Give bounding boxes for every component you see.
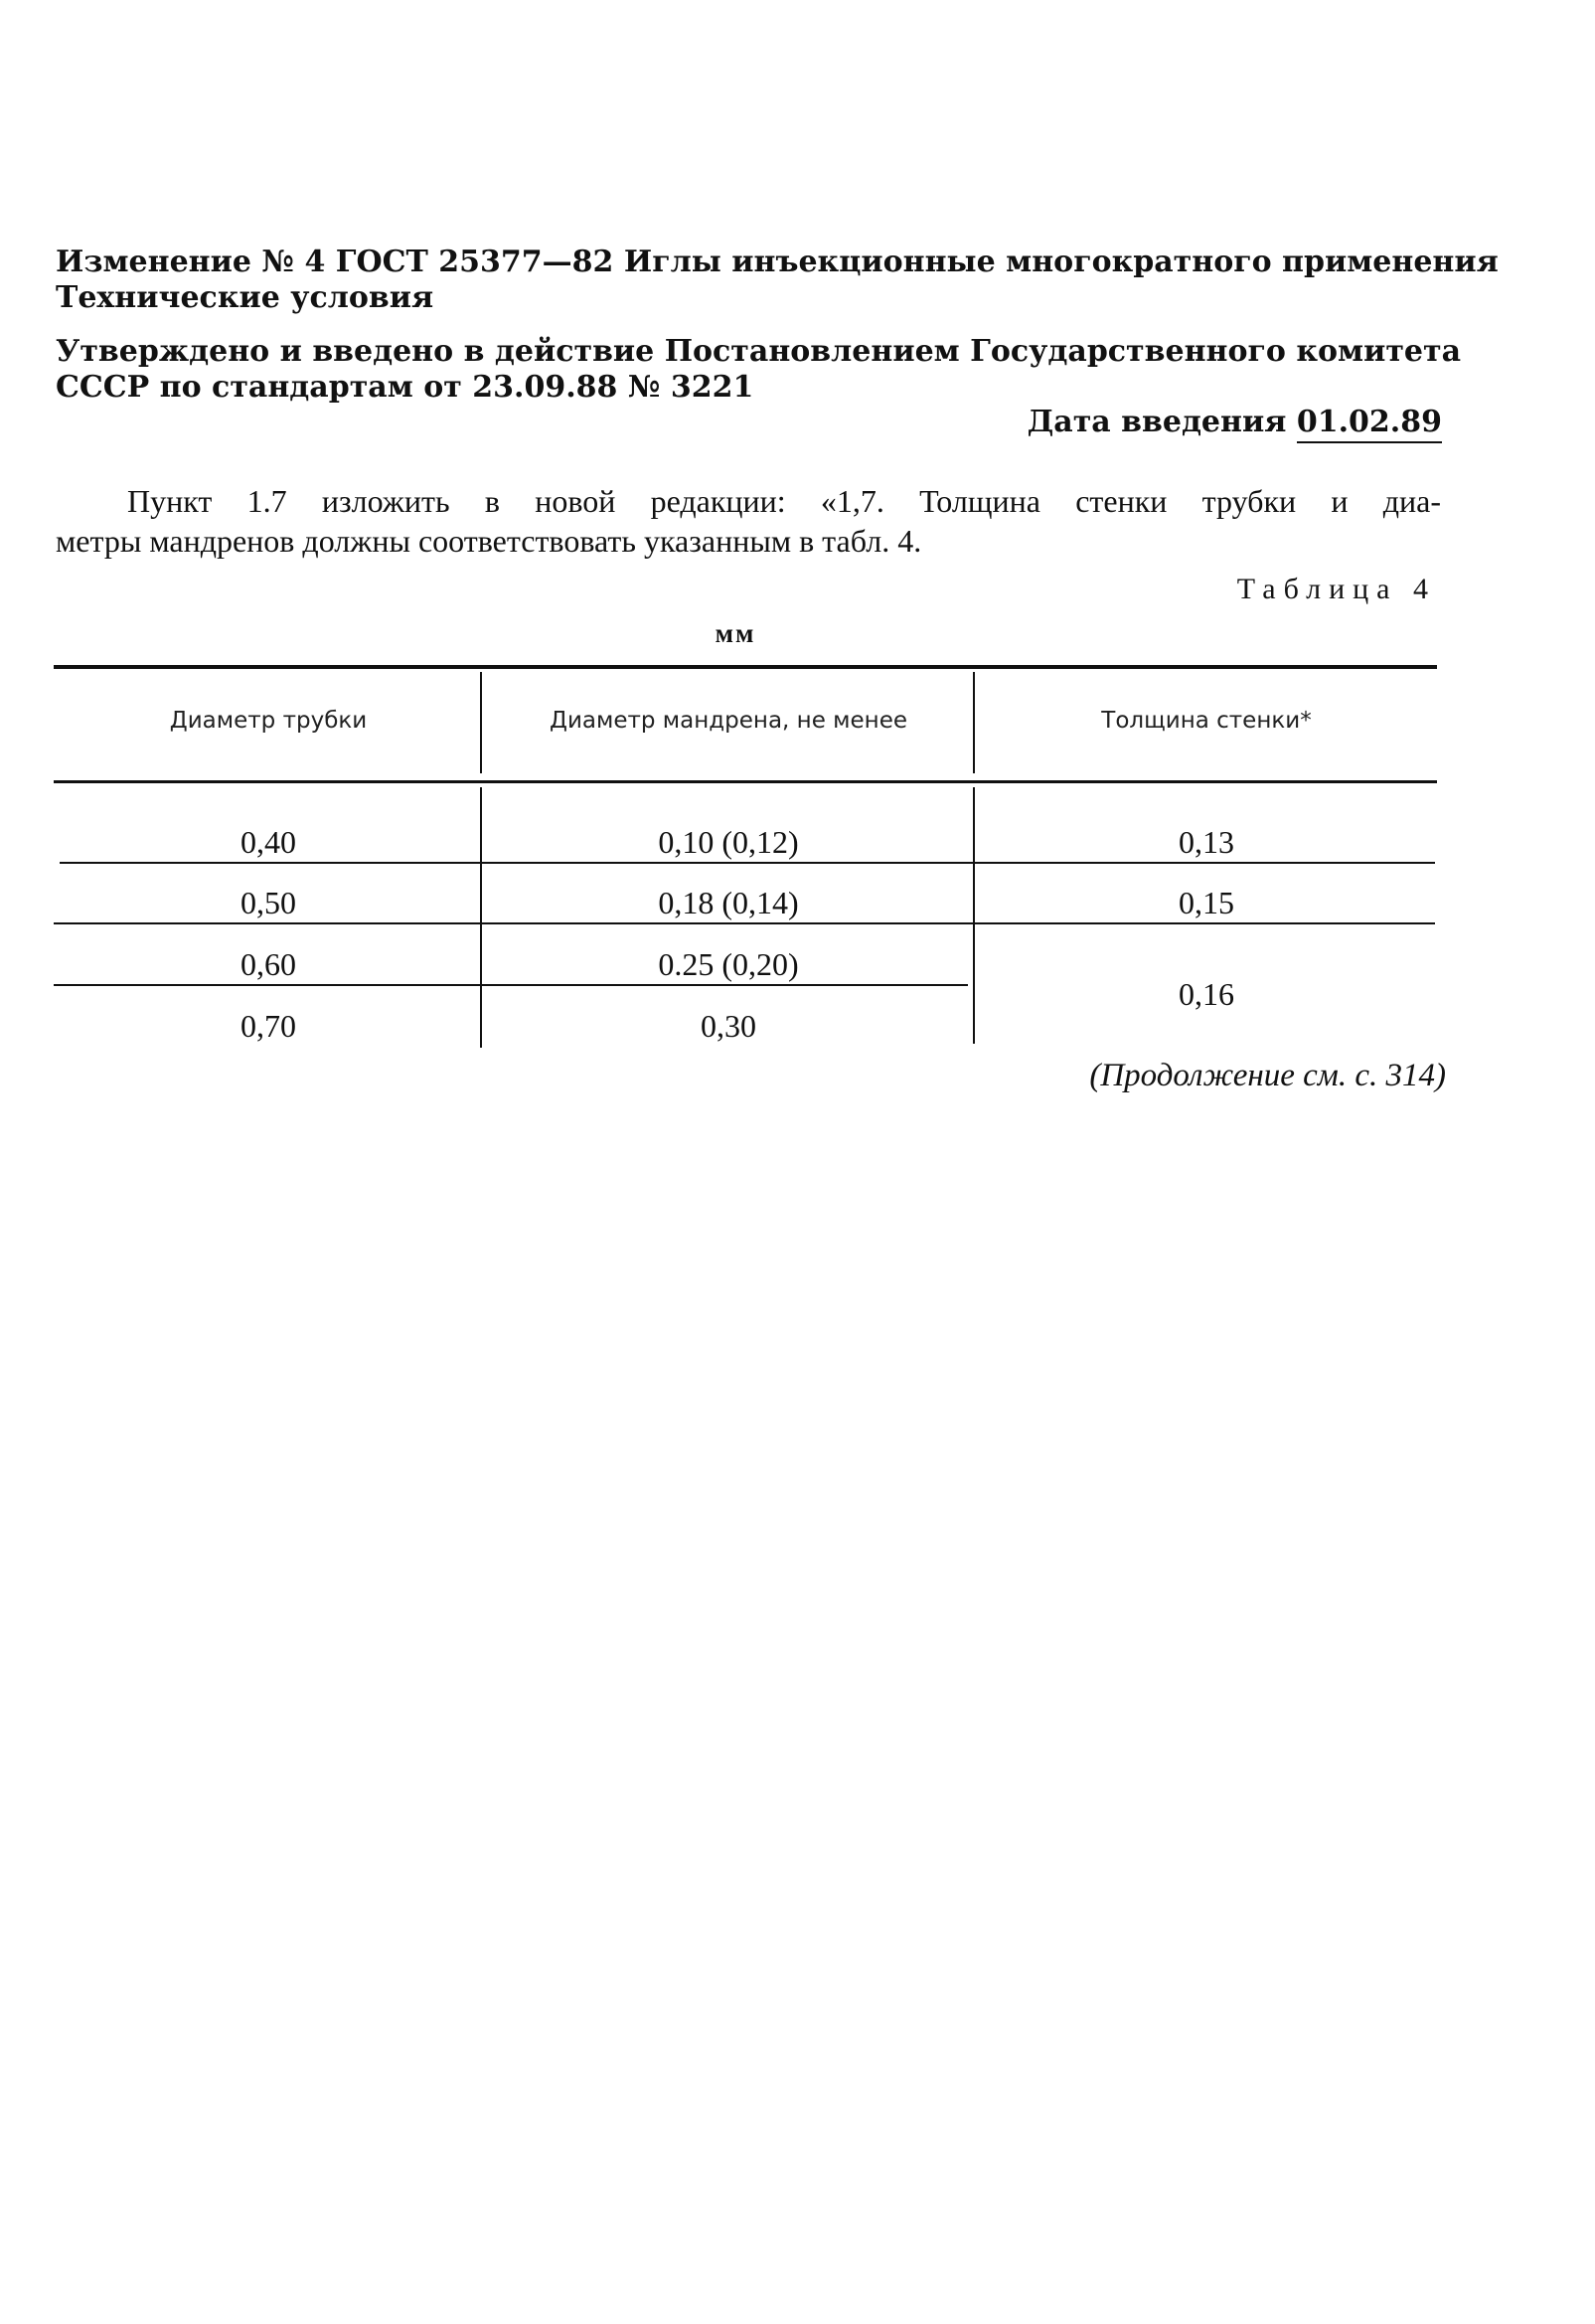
header-tube-diameter: Диаметр трубки <box>169 708 368 734</box>
continuation-note: (Продолжение см. с. 314) <box>1089 1058 1446 1093</box>
header-wall-thickness: Толщина стенки* <box>1101 708 1312 734</box>
header-mandrel-diameter: Диаметр мандрена, не менее <box>549 708 908 734</box>
effective-date-line <box>1028 405 1442 440</box>
change-subtitle: Технические условия <box>56 280 434 315</box>
header-bottom-rule <box>54 780 1437 783</box>
cell-mandrel-diameter: 0,10 (0,12) <box>658 824 799 860</box>
table-top-rule <box>54 665 1437 669</box>
row-rule <box>54 922 1435 924</box>
cell-tube-diameter: 0,50 <box>240 885 296 920</box>
table-caption: Таблица 4 <box>1236 573 1436 605</box>
cell-tube-diameter: 0,60 <box>240 946 296 982</box>
effective-date-label: Дата введения <box>1027 405 1287 439</box>
body-paragraph-cont: метры мандренов должны соответствовать указанным в табл. 4. <box>56 523 922 559</box>
effective-date-value: 01.02.89 <box>1297 405 1442 443</box>
cell-mandrel-diameter: 0,18 (0,14) <box>658 885 799 920</box>
cell-tube-diameter: 0,70 <box>240 1008 296 1044</box>
table-units: мм <box>715 618 756 648</box>
cell-wall-thickness: 0,13 <box>1179 824 1234 860</box>
cell-mandrel-diameter: 0,30 <box>701 1008 756 1044</box>
body-paragraph: Пункт 1.7 изложить в новой редакции: «1,7. Толщина стенки трубки и диа- <box>127 483 1441 519</box>
approval-statement-cont: СССР по стандартам от 23.09.88 № 3221 <box>56 370 754 405</box>
approval-statement: Утверждено и введено в действие Постановлением Государственного комитета <box>56 334 1462 369</box>
row-rule <box>60 862 1435 864</box>
change-title: Изменение № 4 ГОСТ 25377—82 Иглы инъекционные многократного применения <box>56 245 1499 279</box>
row-rule <box>54 984 968 986</box>
cell-wall-thickness-merged: 0,16 <box>1179 976 1234 1012</box>
cell-wall-thickness: 0,15 <box>1179 885 1234 920</box>
cell-tube-diameter: 0,40 <box>240 824 296 860</box>
cell-mandrel-diameter: 0.25 (0,20) <box>658 946 799 982</box>
